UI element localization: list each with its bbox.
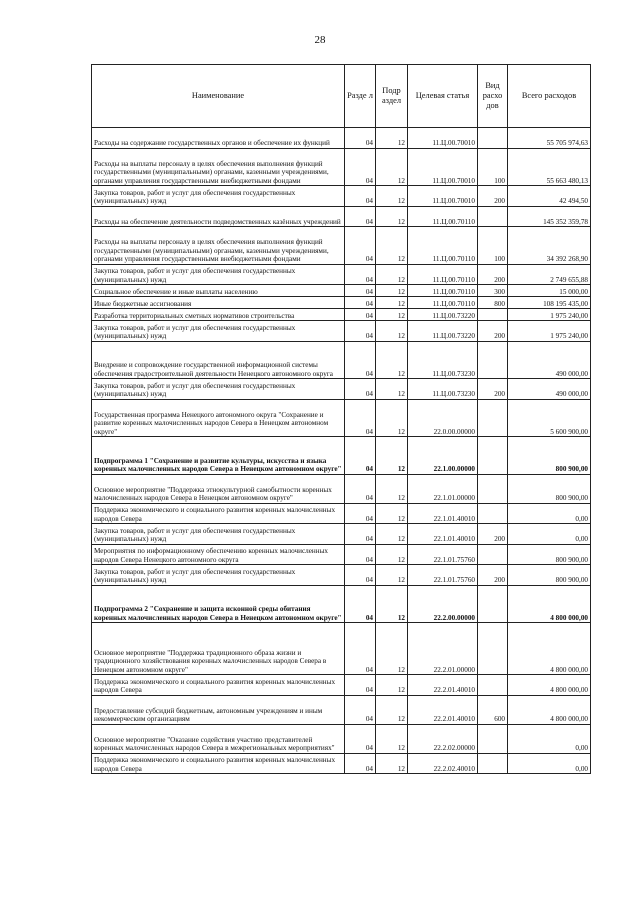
table-row (92, 297, 591, 309)
table-body (92, 128, 591, 774)
cell-section: 04 (345, 206, 376, 227)
cell-name: Расходы на выплаты персоналу в целях обеспечения выполнения функций государственными (муниципальными) органами, казенными учреждениями, органами управления государственными внебюджетными фондами (92, 227, 345, 265)
cell-subsection: 12 (376, 227, 408, 265)
cell-total: 800 900,00 (508, 544, 591, 565)
cell-target: 11.Ц.00.70110 (408, 285, 478, 297)
cell-section: 04 (345, 675, 376, 696)
cell-target: 22.2.00.00000 (408, 585, 478, 623)
cell-subsection: 12 (376, 148, 408, 186)
cell-type (478, 753, 508, 774)
cell-type (478, 724, 508, 753)
cell-name: Расходы на содержание государственных органов и обеспечение их функций (92, 128, 345, 149)
cell-total: 0,00 (508, 524, 591, 545)
cell-type (478, 341, 508, 379)
cell-target: 11.Ц.00.70010 (408, 186, 478, 207)
cell-target: 22.1.01.75760 (408, 565, 478, 586)
cell-target: 22.2.02.40010 (408, 753, 478, 774)
budget-table (91, 64, 591, 774)
table-row (92, 148, 591, 186)
table-row (92, 544, 591, 565)
cell-target: 11.Ц.00.73230 (408, 341, 478, 379)
cell-section: 04 (345, 437, 376, 475)
header-name: Наименование (92, 65, 345, 128)
cell-total: 1 975 240,00 (508, 309, 591, 321)
cell-type (478, 585, 508, 623)
cell-total: 800 900,00 (508, 474, 591, 503)
cell-name: Расходы на обеспечение деятельности подведомственных казённых учреждений (92, 206, 345, 227)
cell-section: 04 (345, 503, 376, 524)
cell-subsection: 12 (376, 285, 408, 297)
cell-total: 4 800 000,00 (508, 675, 591, 696)
table-row (92, 227, 591, 265)
cell-total: 2 749 655,88 (508, 264, 591, 285)
cell-target: 22.1.00.00000 (408, 437, 478, 475)
table-row (92, 503, 591, 524)
cell-section: 04 (345, 128, 376, 149)
cell-type (478, 474, 508, 503)
cell-target: 11.Ц.00.70010 (408, 148, 478, 186)
cell-target: 22.2.01.40010 (408, 695, 478, 724)
cell-subsection: 12 (376, 321, 408, 342)
cell-subsection: 12 (376, 341, 408, 379)
cell-name: Закупка товаров, работ и услуг для обеспечения государственных (муниципальных) нужд (92, 565, 345, 586)
cell-section: 04 (345, 297, 376, 309)
table-row (92, 524, 591, 545)
cell-total: 4 800 000,00 (508, 695, 591, 724)
cell-subsection: 12 (376, 544, 408, 565)
cell-name: Закупка товаров, работ и услуг для обеспечения государственных (муниципальных) нужд (92, 264, 345, 285)
cell-name: Подпрограмма 1 "Сохранение и развитие культуры, искусства и языка коренных малочисленных народов Севера в Ненецком автономном округе" (92, 437, 345, 475)
table-row (92, 321, 591, 342)
table-row (92, 285, 591, 297)
cell-subsection: 12 (376, 623, 408, 675)
cell-target: 22.2.02.00000 (408, 724, 478, 753)
cell-name: Основное мероприятие "Оказание содействия участию представителей коренных малочисленных народов Севера в межрегиональных мероприятиях" (92, 724, 345, 753)
cell-target: 22.2.01.00000 (408, 623, 478, 675)
cell-type (478, 399, 508, 437)
cell-total: 55 705 974,63 (508, 128, 591, 149)
header-subsection: Подр аздел (376, 65, 408, 128)
cell-name: Поддержка экономического и социального развития коренных малочисленных народов Севера (92, 753, 345, 774)
cell-type (478, 544, 508, 565)
table-row (92, 128, 591, 149)
cell-section: 04 (345, 399, 376, 437)
cell-target: 22.2.01.40010 (408, 675, 478, 696)
cell-subsection: 12 (376, 524, 408, 545)
cell-type (478, 623, 508, 675)
cell-name: Расходы на выплаты персоналу в целях обеспечения выполнения функций государственными (муниципальными) органами, казенными учреждениями, органами управления государственными внебюджетными фондами (92, 148, 345, 186)
cell-total: 800 900,00 (508, 437, 591, 475)
cell-section: 04 (345, 524, 376, 545)
cell-section: 04 (345, 285, 376, 297)
table-row (92, 264, 591, 285)
cell-total: 5 600 900,00 (508, 399, 591, 437)
cell-type (478, 309, 508, 321)
cell-total: 4 800 000,00 (508, 623, 591, 675)
table-row (92, 186, 591, 207)
cell-name: Основное мероприятие "Поддержка традиционного образа жизни и традиционного хозяйствования коренных малочисленных народов Севера в Ненецком автономном округе" (92, 623, 345, 675)
cell-type: 600 (478, 695, 508, 724)
cell-type (478, 128, 508, 149)
cell-name: Внедрение и сопровождение государственной информационной системы обеспечения градостроительной деятельности Ненецкого автономного округа (92, 341, 345, 379)
cell-section: 04 (345, 321, 376, 342)
cell-section: 04 (345, 309, 376, 321)
cell-name: Поддержка экономического и социального развития коренных малочисленных народов Севера (92, 503, 345, 524)
cell-total: 34 392 268,90 (508, 227, 591, 265)
cell-target: 22.0.00.00000 (408, 399, 478, 437)
cell-target: 11.Ц.00.73220 (408, 321, 478, 342)
cell-type: 200 (478, 321, 508, 342)
cell-name: Мероприятия по информационному обеспечению коренных малочисленных народов Севера Ненецкого автономного округа (92, 544, 345, 565)
cell-subsection: 12 (376, 309, 408, 321)
cell-name: Закупка товаров, работ и услуг для обеспечения государственных (муниципальных) нужд (92, 186, 345, 207)
cell-type: 300 (478, 285, 508, 297)
cell-total: 490 000,00 (508, 341, 591, 379)
cell-subsection: 12 (376, 585, 408, 623)
cell-target: 11.Ц.00.73230 (408, 379, 478, 400)
cell-type: 800 (478, 297, 508, 309)
cell-total: 0,00 (508, 503, 591, 524)
table-row (92, 474, 591, 503)
table-row (92, 206, 591, 227)
cell-section: 04 (345, 148, 376, 186)
cell-type: 100 (478, 148, 508, 186)
cell-target: 11.Ц.00.70110 (408, 264, 478, 285)
cell-section: 04 (345, 695, 376, 724)
cell-type (478, 503, 508, 524)
cell-name: Иные бюджетные ассигнования (92, 297, 345, 309)
cell-type (478, 437, 508, 475)
cell-total: 490 000,00 (508, 379, 591, 400)
table-row (92, 623, 591, 675)
cell-total: 15 000,00 (508, 285, 591, 297)
header-total: Всего расходов (508, 65, 591, 128)
cell-type (478, 206, 508, 227)
cell-type: 200 (478, 524, 508, 545)
cell-section: 04 (345, 565, 376, 586)
page-number: 28 (314, 34, 326, 46)
cell-subsection: 12 (376, 565, 408, 586)
cell-subsection: 12 (376, 186, 408, 207)
cell-target: 11.Ц.00.70110 (408, 297, 478, 309)
table-row (92, 399, 591, 437)
cell-total: 0,00 (508, 724, 591, 753)
cell-name: Государственная программа Ненецкого автономного округа "Сохранение и развитие коренных малочисленных народов Севера в Ненецком автономном округе" (92, 399, 345, 437)
cell-target: 11.Ц.00.73220 (408, 309, 478, 321)
cell-subsection: 12 (376, 474, 408, 503)
cell-name: Закупка товаров, работ и услуг для обеспечения государственных (муниципальных) нужд (92, 524, 345, 545)
cell-subsection: 12 (376, 724, 408, 753)
cell-target: 11.Ц.00.70010 (408, 128, 478, 149)
cell-subsection: 12 (376, 297, 408, 309)
cell-name: Подпрограмма 2 "Сохранение и защита исконной среды обитания коренных малочисленных народов Севера в Ненецком автономном округе" (92, 585, 345, 623)
cell-total: 0,00 (508, 753, 591, 774)
cell-subsection: 12 (376, 264, 408, 285)
cell-section: 04 (345, 264, 376, 285)
table-row (92, 695, 591, 724)
cell-section: 04 (345, 227, 376, 265)
table-row (92, 437, 591, 475)
cell-target: 22.1.01.40010 (408, 503, 478, 524)
cell-subsection: 12 (376, 128, 408, 149)
table-row (92, 341, 591, 379)
cell-section: 04 (345, 474, 376, 503)
header-section: Разде л (345, 65, 376, 128)
cell-total: 4 800 000,00 (508, 585, 591, 623)
cell-section: 04 (345, 186, 376, 207)
cell-subsection: 12 (376, 675, 408, 696)
header-type: Вид расхо дов (478, 65, 508, 128)
cell-target: 22.1.01.75760 (408, 544, 478, 565)
table-row (92, 379, 591, 400)
cell-target: 22.1.01.40010 (408, 524, 478, 545)
table-row (92, 309, 591, 321)
cell-type: 200 (478, 379, 508, 400)
table-header-row (92, 65, 591, 128)
cell-subsection: 12 (376, 753, 408, 774)
cell-section: 04 (345, 341, 376, 379)
cell-total: 800 900,00 (508, 565, 591, 586)
cell-name: Предоставление субсидий бюджетным, автономным учреждениям и иным некоммерческим организациям (92, 695, 345, 724)
cell-subsection: 12 (376, 206, 408, 227)
table-row (92, 753, 591, 774)
cell-section: 04 (345, 379, 376, 400)
cell-name: Разработка территориальных сметных нормативов строительства (92, 309, 345, 321)
cell-type: 200 (478, 565, 508, 586)
table-row (92, 675, 591, 696)
cell-type: 200 (478, 186, 508, 207)
cell-name: Закупка товаров, работ и услуг для обеспечения государственных (муниципальных) нужд (92, 379, 345, 400)
cell-type: 100 (478, 227, 508, 265)
cell-section: 04 (345, 623, 376, 675)
cell-name: Социальное обеспечение и иные выплаты населению (92, 285, 345, 297)
cell-subsection: 12 (376, 437, 408, 475)
cell-section: 04 (345, 724, 376, 753)
cell-subsection: 12 (376, 695, 408, 724)
cell-subsection: 12 (376, 503, 408, 524)
cell-name: Закупка товаров, работ и услуг для обеспечения государственных (муниципальных) нужд (92, 321, 345, 342)
header-target: Целевая статья (408, 65, 478, 128)
cell-section: 04 (345, 544, 376, 565)
cell-subsection: 12 (376, 399, 408, 437)
cell-target: 11.Ц.00.70110 (408, 206, 478, 227)
cell-section: 04 (345, 585, 376, 623)
cell-type: 200 (478, 264, 508, 285)
cell-target: 22.1.01.00000 (408, 474, 478, 503)
table-row (92, 565, 591, 586)
cell-name: Основное мероприятие "Поддержка этнокультурной самобытности коренных малочисленных народов Севера в Ненецком автономном округе" (92, 474, 345, 503)
cell-target: 11.Ц.00.70110 (408, 227, 478, 265)
cell-name: Поддержка экономического и социального развития коренных малочисленных народов Севера (92, 675, 345, 696)
cell-subsection: 12 (376, 379, 408, 400)
cell-total: 108 195 435,00 (508, 297, 591, 309)
cell-section: 04 (345, 753, 376, 774)
cell-total: 145 352 359,78 (508, 206, 591, 227)
cell-total: 1 975 240,00 (508, 321, 591, 342)
table-row (92, 585, 591, 623)
table-row (92, 724, 591, 753)
cell-total: 42 494,50 (508, 186, 591, 207)
cell-total: 55 663 480,13 (508, 148, 591, 186)
cell-type (478, 675, 508, 696)
